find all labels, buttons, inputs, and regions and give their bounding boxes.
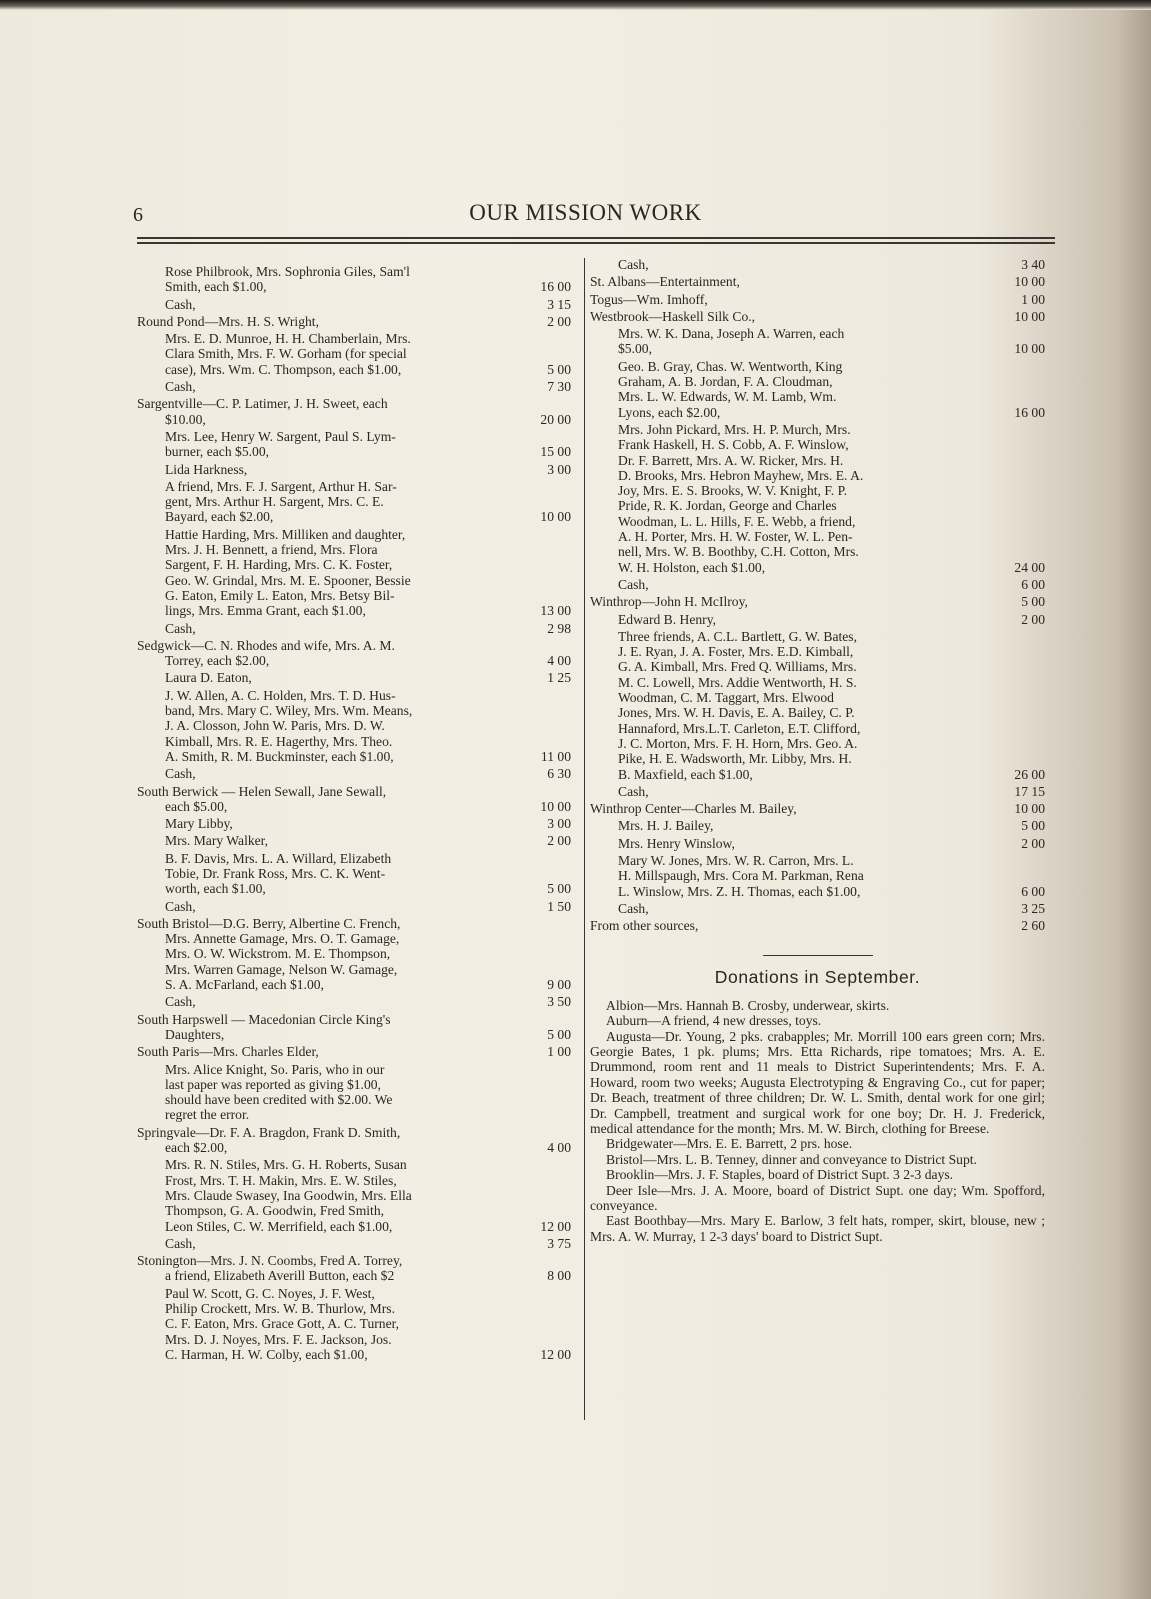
entry-line: South Harpswell — Macedonian Circle King's	[137, 1011, 391, 1027]
entry-line: Winthrop Center—Charles M. Bailey,	[590, 801, 797, 817]
entry-line: D. Brooks, Mrs. Hebron Mayhew, Mrs. E. A.	[618, 467, 864, 483]
entry-amount: 13 00	[540, 603, 571, 619]
ledger-entry	[137, 1236, 583, 1251]
entry-line: Mrs. J. H. Bennett, a friend, Mrs. Flora	[165, 542, 378, 558]
entry-line: Philip Crockett, Mrs. W. B. Thurlow, Mrs.	[165, 1301, 395, 1316]
ledger-entry	[137, 297, 583, 312]
page-header: OUR MISSION WORK	[469, 200, 702, 225]
ledger-entry	[137, 1012, 583, 1043]
entry-line: last paper was reported as giving $1.00,	[165, 1076, 381, 1092]
entry-amount: 15 00	[540, 444, 571, 460]
entry-line: $10.00,	[165, 411, 206, 427]
entry-line: South Berwick — Helen Sewall, Jane Sewall,	[137, 783, 387, 799]
entry-amount: 5 00	[547, 881, 571, 897]
ledger-entry	[137, 784, 583, 815]
entry-line: Geo. B. Gray, Chas. W. Wentworth, King	[618, 358, 843, 374]
entry-amount: 2 60	[1021, 918, 1045, 934]
entry-amount: 4 00	[547, 653, 571, 669]
entry-line: Togus—Wm. Imhoff,	[590, 291, 708, 307]
entry-line: case), Mrs. Wm. C. Thompson, each $1.00,	[165, 361, 402, 377]
entry-line: Jones, Mrs. W. H. Davis, E. A. Bailey, C. P.	[618, 705, 855, 721]
entry-amount: 2 00	[547, 313, 571, 329]
entry-line: Cash,	[618, 900, 649, 916]
entry-line: J. W. Allen, A. C. Holden, Mrs. T. D. Hus-	[165, 687, 396, 703]
entry-line: Hannaford, Mrs.L.T. Carleton, E.T. Clifford,	[618, 720, 861, 736]
ledger-entry	[137, 670, 583, 685]
entry-line: Joy, Mrs. E. S. Brooks, W. V. Knight, F. P.	[618, 483, 848, 499]
entry-amount: 12 00	[540, 1218, 571, 1234]
entry-line: Paul W. Scott, G. C. Noyes, J. F. West,	[165, 1285, 375, 1301]
entry-amount: 5 00	[547, 1026, 571, 1042]
entry-line: Mrs. O. W. Wickstrom. M. E. Thompson,	[165, 946, 391, 962]
entry-line: $5.00,	[618, 341, 652, 357]
entry-amount: 3 15	[547, 296, 571, 312]
entry-line: M. C. Lowell, Mrs. Addie Wentworth, H. S.	[618, 674, 857, 690]
ledger-entry	[590, 359, 1045, 420]
entry-amount: 10 00	[1014, 341, 1045, 357]
ledger-entry	[137, 1125, 583, 1156]
ledger-entry	[137, 462, 583, 477]
entry-amount: 5 00	[1021, 818, 1045, 834]
entry-line: Springvale—Dr. F. A. Bragdon, Frank D. Smith,	[137, 1124, 401, 1140]
entry-amount: 4 00	[547, 1140, 571, 1156]
entry-amount: 2 98	[547, 620, 571, 636]
column-divider	[584, 258, 585, 1420]
donation-paragraph: Brooklin—Mrs. J. F. Staples, board of District Supt. 3 2-3 days.	[606, 1167, 954, 1183]
entry-amount: 20 00	[540, 411, 571, 427]
ledger-entry	[137, 331, 583, 377]
ledger-entry	[590, 918, 1045, 933]
entry-line: Woodman, C. M. Taggart, Mrs. Elwood	[618, 690, 834, 706]
entry-line: S. A. McFarland, each $1.00,	[165, 977, 324, 993]
entry-line: A. Smith, R. M. Buckminster, each $1.00,	[165, 748, 394, 764]
ledger-entry	[590, 801, 1045, 816]
entry-line: gent, Mrs. Arthur H. Sargent, Mrs. C. E.	[165, 494, 384, 510]
entry-amount: 5 00	[1021, 594, 1045, 610]
entry-amount: 12 00	[540, 1346, 571, 1362]
donations-title: Donations in September.	[714, 967, 921, 988]
entry-line: Stonington—Mrs. J. N. Coombs, Fred A. Torrey,	[137, 1253, 403, 1269]
entry-line: should have been credited with $2.00. We	[165, 1092, 393, 1108]
entry-line: J. A. Closson, John W. Paris, Mrs. D. W.	[165, 718, 385, 734]
entry-line: Rose Philbrook, Mrs. Sophronia Giles, Sam'l	[165, 264, 410, 279]
entry-line: regret the error.	[165, 1107, 250, 1123]
entry-line: Sedgwick—C. N. Rhodes and wife, Mrs. A. M.	[137, 637, 395, 653]
donation-paragraph: East Boothbay—Mrs. Mary E. Barlow, 3 felt hats, romper, skirt, blouse, new ; Mrs. A. W. Murray, 1 2-3 days' board to District Supt.	[590, 1213, 1045, 1244]
entry-line: Westbrook—Haskell Silk Co.,	[590, 308, 756, 324]
ledger-entry	[137, 638, 583, 669]
entry-amount: 17 15	[1014, 783, 1045, 799]
entry-line: Thompson, G. A. Goodwin, Fred Smith,	[165, 1203, 385, 1219]
entry-line: Cash,	[165, 994, 196, 1010]
ledger-entry	[590, 836, 1045, 851]
entry-line: Smith, each $1.00,	[165, 279, 267, 295]
entry-line: Lida Harkness,	[165, 461, 248, 477]
entry-line: band, Mrs. Mary C. Wiley, Mrs. Wm. Means,	[165, 703, 413, 719]
entry-amount: 1 00	[1021, 291, 1045, 307]
entry-amount: 10 00	[1014, 308, 1045, 324]
ledger-entry	[590, 309, 1045, 324]
entry-line: H. Millspaugh, Mrs. Cora M. Parkman, Rena	[618, 868, 864, 884]
ledger-entry	[137, 916, 583, 992]
entry-line: Mrs. Warren Gamage, Nelson W. Gamage,	[165, 961, 398, 977]
entry-line: Woodman, L. L. Hills, F. E. Webb, a friend,	[618, 513, 856, 529]
entry-amount: 1 25	[547, 670, 571, 686]
ledger-entry	[590, 257, 1045, 272]
entry-line: a friend, Elizabeth Averill Button, each $2	[165, 1268, 395, 1284]
entry-line: Dr. F. Barrett, Mrs. A. W. Ricker, Mrs. H.	[618, 452, 844, 468]
ledger-entry	[590, 901, 1045, 916]
entry-amount: 16 00	[1014, 404, 1045, 420]
entry-line: Mrs. L. W. Edwards, W. M. Lamb, Wm.	[618, 389, 837, 405]
entry-line: Mrs. Mary Walker,	[165, 833, 269, 849]
ledger-entry	[137, 429, 583, 460]
entry-amount: 16 00	[540, 279, 571, 295]
entry-line: Cash,	[165, 1235, 196, 1251]
entry-line: Cash,	[618, 576, 649, 592]
ledger-entry	[137, 1286, 583, 1362]
entry-line: Mrs. Alice Knight, So. Paris, who in our	[165, 1061, 385, 1077]
right-column-entries	[590, 257, 1045, 933]
entry-line: Frank Haskell, H. S. Cobb, A. F. Winslow,	[618, 437, 849, 453]
entry-line: Pike, H. E. Wadsworth, Mr. Libby, Mrs. H.	[618, 751, 852, 767]
ledger-entry	[590, 292, 1045, 307]
entry-line: B. F. Davis, Mrs. L. A. Willard, Elizabeth	[165, 850, 392, 866]
ledger-entry	[137, 527, 583, 619]
entry-line: lings, Mrs. Emma Grant, each $1.00,	[165, 603, 366, 619]
entry-amount: 6 30	[547, 766, 571, 782]
entry-amount: 3 25	[1021, 900, 1045, 916]
entry-line: Geo. W. Grindal, Mrs. M. E. Spooner, Bessie	[165, 572, 411, 588]
ledger-entry	[137, 816, 583, 831]
entry-line: B. Maxfield, each $1.00,	[618, 766, 753, 782]
entry-line: Mrs. W. K. Dana, Joseph A. Warren, each	[618, 326, 845, 342]
entry-line: Pride, R. K. Jordan, George and Charles	[618, 498, 837, 514]
ledger-entry	[137, 1044, 583, 1059]
ledger-entry	[590, 818, 1045, 833]
entry-line: Sargentville—C. P. Latimer, J. H. Sweet, each	[137, 396, 388, 412]
entry-line: Mary Libby,	[165, 816, 233, 832]
ledger-entry	[137, 994, 583, 1009]
entry-amount: 6 00	[1021, 883, 1045, 899]
entry-line: Mrs. D. J. Noyes, Mrs. F. E. Jackson, Jos.	[165, 1331, 392, 1347]
entry-line: worth, each $1.00,	[165, 881, 266, 897]
entry-line: Mrs. John Pickard, Mrs. H. P. Murch, Mrs.	[618, 421, 851, 437]
entry-line: nell, Mrs. W. B. Boothby, C.H. Cotton, Mrs.	[618, 544, 859, 560]
entry-line: G. Eaton, Emily L. Eaton, Mrs. Betsy Bil-	[165, 587, 395, 603]
entry-line: Daughters,	[165, 1026, 225, 1042]
left-column	[137, 264, 583, 1364]
entry-line: Edward B. Henry,	[618, 611, 717, 627]
entry-line: Cash,	[165, 898, 196, 914]
ledger-entry	[137, 851, 583, 897]
entry-line: L. Winslow, Mrs. Z. H. Thomas, each $1.00,	[618, 883, 861, 899]
entry-amount: 3 00	[547, 461, 571, 477]
entry-amount: 6 00	[1021, 576, 1045, 592]
ledger-entry	[137, 621, 583, 636]
entry-amount: 3 50	[547, 994, 571, 1010]
ledger-entry	[137, 833, 583, 848]
entry-line: Lyons, each $2.00,	[618, 404, 721, 420]
entry-line: Mrs. Annette Gamage, Mrs. O. T. Gamage,	[165, 931, 400, 947]
entry-line: Cash,	[165, 379, 196, 395]
entry-amount: 3 75	[547, 1235, 571, 1251]
ledger-entry	[137, 396, 583, 427]
entry-line: C. F. Eaton, Mrs. Grace Gott, A. C. Turner,	[165, 1316, 399, 1332]
right-column	[590, 257, 1045, 1244]
entry-line: Sargent, F. H. Harding, Mrs. C. K. Foster,	[165, 557, 393, 573]
entry-line: Cash,	[165, 766, 196, 782]
entry-amount: 10 00	[540, 798, 571, 814]
entry-line: Mrs. R. N. Stiles, Mrs. G. H. Roberts, Susan	[165, 1157, 407, 1173]
entry-line: Frost, Mrs. T. H. Makin, Mrs. E. W. Stiles,	[165, 1172, 397, 1188]
ledger-entry	[137, 379, 583, 394]
entry-amount: 2 00	[1021, 611, 1045, 627]
donations-body	[590, 998, 1045, 1245]
entry-line: Mrs. E. D. Munroe, H. H. Chamberlain, Mrs.	[165, 331, 411, 347]
ledger-entry	[137, 314, 583, 329]
ledger-entry	[590, 274, 1045, 289]
entry-line: Three friends, A. C.L. Bartlett, G. W. Bates,	[618, 628, 857, 644]
ledger-entry	[137, 1157, 583, 1233]
ledger-entry	[590, 594, 1045, 609]
ledger-entry	[590, 853, 1045, 899]
entry-amount: 9 00	[547, 977, 571, 993]
entry-amount: 3 40	[1021, 257, 1045, 272]
entry-line: Mrs. H. J. Bailey,	[618, 818, 714, 834]
entry-amount: 2 00	[1021, 835, 1045, 851]
entry-line: Leon Stiles, C. W. Merrifield, each $1.00,	[165, 1218, 393, 1234]
page-top-edge	[0, 0, 1151, 10]
ledger-entry	[137, 479, 583, 525]
donation-paragraph: Albion—Mrs. Hannah B. Crosby, underwear, skirts.	[606, 997, 890, 1013]
ledger-entry	[137, 1062, 583, 1123]
entry-line: Torrey, each $2.00,	[165, 653, 270, 669]
entry-amount: 7 30	[547, 379, 571, 395]
entry-amount: 1 00	[547, 1044, 571, 1060]
header-rule-bottom	[137, 242, 1055, 244]
entry-line: Mary W. Jones, Mrs. W. R. Carron, Mrs. L.	[618, 852, 854, 868]
entry-line: J. E. Ryan, J. A. Foster, Mrs. E.D. Kimball,	[618, 644, 854, 660]
entry-line: J. C. Morton, Mrs. F. H. Horn, Mrs. Geo. A.	[618, 735, 858, 751]
ledger-entry	[137, 766, 583, 781]
header-rule-top	[137, 237, 1055, 239]
donation-paragraph: Augusta—Dr. Young, 2 pks. crabapples; Mr. Morrill 100 ears green corn; Mrs. Georgie Bates, 1 pk. plums; Mrs. Etta Richards, ripe tomatoes; Mrs. A. E. Drummond, room rent and 11 meals to District Superintendents; Mrs. F. A. Howard, room two weeks; Augusta Electrotyping & Engraving Co., cut for paper; Dr. Beach, treatment of three children; Dr. W. L. Smith, dental work for one girl; Dr. Campbell, treatment and surgical work for one boy; Dr. H. J. Frederick, medical attendance for the month; Mrs. M. W. Birch, clothing for Breese.	[590, 1028, 1045, 1137]
entry-amount: 8 00	[547, 1268, 571, 1284]
entry-amount: 10 00	[1014, 274, 1045, 290]
entry-line: Round Pond—Mrs. H. S. Wright,	[137, 313, 319, 329]
entry-line: Graham, A. B. Jordan, F. A. Cloudman,	[618, 374, 833, 390]
ledger-entry	[590, 784, 1045, 799]
donation-paragraph: Deer Isle—Mrs. J. A. Moore, board of District Supt. one day; Wm. Spofford, conveyance.	[590, 1182, 1045, 1214]
entry-amount: 10 00	[1014, 801, 1045, 817]
entry-line: Cash,	[165, 620, 196, 636]
ledger-entry	[590, 422, 1045, 575]
page-number: 6	[133, 204, 143, 226]
entry-line: Kimball, Mrs. R. E. Hagerthy, Mrs. Theo.	[165, 733, 393, 749]
donation-paragraph: Bridgewater—Mrs. E. E. Barrett, 2 prs. hose.	[606, 1136, 853, 1152]
ledger-entry	[137, 264, 583, 295]
ledger-entry	[590, 629, 1045, 782]
entry-amount: 10 00	[540, 509, 571, 525]
entry-amount: 2 00	[547, 833, 571, 849]
entry-line: South Bristol—D.G. Berry, Albertine C. French,	[137, 915, 401, 931]
entry-line: Laura D. Eaton,	[165, 670, 252, 686]
ledger-entry	[137, 688, 583, 764]
entry-line: Cash,	[618, 257, 649, 272]
entry-amount: 3 00	[547, 816, 571, 832]
entry-line: Mrs. Lee, Henry W. Sargent, Paul S. Lym-	[165, 428, 396, 444]
entry-line: Cash,	[618, 783, 649, 799]
ledger-entry	[137, 1253, 583, 1284]
entry-line: St. Albans—Entertainment,	[590, 274, 740, 290]
entry-line: C. Harman, H. W. Colby, each $1.00,	[165, 1346, 368, 1362]
entry-line: South Paris—Mrs. Charles Elder,	[137, 1044, 319, 1060]
entry-line: Clara Smith, Mrs. F. W. Gorham (for special	[165, 346, 407, 362]
section-separator	[763, 955, 873, 956]
ledger-entry	[590, 326, 1045, 357]
entry-line: Tobie, Dr. Frank Ross, Mrs. C. K. Went-	[165, 865, 386, 881]
entry-line: each $2.00,	[165, 1140, 228, 1156]
entry-line: G. A. Kimball, Mrs. Fred Q. Williams, Mrs.	[618, 659, 857, 675]
ledger-entry	[590, 577, 1045, 592]
entry-line: A friend, Mrs. F. J. Sargent, Arthur H. Sar-	[165, 478, 397, 494]
donation-paragraph: Bristol—Mrs. L. B. Tenney, dinner and conveyance to District Supt.	[606, 1151, 977, 1167]
entry-amount: 26 00	[1014, 766, 1045, 782]
entry-amount: 24 00	[1014, 559, 1045, 575]
entry-line: Cash,	[165, 296, 196, 312]
entry-amount: 1 50	[547, 898, 571, 914]
entry-line: each $5.00,	[165, 798, 228, 814]
entry-line: From other sources,	[590, 918, 699, 934]
entry-line: A. H. Porter, Mrs. H. W. Foster, W. L. Pen-	[618, 529, 853, 545]
entry-amount: 5 00	[547, 361, 571, 377]
entry-line: burner, each $5.00,	[165, 444, 270, 460]
entry-line: Mrs. Claude Swasey, Ina Goodwin, Mrs. Ella	[165, 1187, 412, 1203]
entry-line: Bayard, each $2.00,	[165, 509, 274, 525]
entry-line: Hattie Harding, Mrs. Milliken and daughter,	[165, 526, 406, 542]
entry-line: W. H. Holston, each $1.00,	[618, 559, 766, 575]
entry-line: Mrs. Henry Winslow,	[618, 835, 735, 851]
entry-line: Winthrop—John H. McIlroy,	[590, 594, 748, 610]
donation-paragraph: Auburn—A friend, 4 new dresses, toys.	[606, 1013, 822, 1029]
ledger-entry	[590, 612, 1045, 627]
ledger-entry	[137, 899, 583, 914]
entry-amount: 11 00	[540, 748, 571, 764]
